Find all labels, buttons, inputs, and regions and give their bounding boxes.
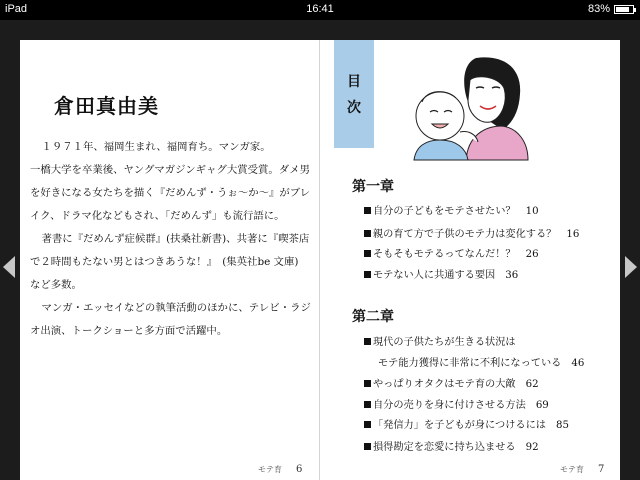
bio-paragraph: 一橋大学を卒業後、ヤングマガジンギャグ大賞受賞。ダメ男を好きになる女たちを描く『だめんず・うぉ～か～』がブレイク、ドラマ化などもされ、「だめんず」も流行語に。 [30,164,311,222]
bio-paragraph: １９７１年、福岡生まれ、福岡育ち。マンガ家。 [41,141,271,153]
toc-item-page: 26 [525,249,539,260]
left-page[interactable] [20,40,320,480]
author-bio [30,136,312,343]
book-reader [0,20,640,480]
toc-item-page: 69 [535,400,549,411]
toc-item[interactable] [364,266,518,281]
toc-item-title: 自分の売りを身に付けさせる方法 [373,400,526,411]
bullet-square-icon [364,443,371,450]
toc-item-title: 親の育て方で子供のモテ力は変化する？ [373,229,557,240]
toc-item[interactable] [364,333,516,348]
page-number: 7 [598,464,605,475]
toc-item-title: 自分の子どもをモテさせたい？ [373,206,516,217]
toc-title-char: 目 [347,74,361,90]
toc-item-page: 92 [525,442,539,453]
page-footer [560,464,604,475]
toc-item[interactable] [364,438,539,453]
page-number: 6 [296,464,303,475]
toc-item-page: 36 [505,270,519,281]
toc-item[interactable] [364,225,579,240]
status-time: 16:41 [306,3,334,15]
toc-banner [334,40,374,148]
bullet-square-icon [364,230,371,237]
mother-child-illustration [406,50,530,162]
toc-item-title: 「発信力」を子どもが身につけるには [373,420,546,431]
bio-paragraph: 著書に『だめんず症候群』(扶桑社新書)、共著に『喫茶店で２時間もたない男とはつきあうな！』 (集英社be 文庫) など多数。 [30,233,310,291]
bullet-square-icon [364,421,371,428]
toc-item-title: 現代の子供たちが生きる状況は [373,337,516,348]
next-page-arrow-icon[interactable] [625,256,637,278]
toc-item-page: 46 [571,358,585,369]
toc-item[interactable] [364,416,569,431]
toc-item-title: 損得勘定を恋愛に持ち込ませる [373,442,516,453]
previous-page-arrow-icon[interactable] [3,256,15,278]
status-bar [0,0,640,20]
bullet-square-icon [364,338,371,345]
toc-item-page: 85 [555,420,569,431]
toc-item-title: モテ能力獲得に非常に不利になっている [378,358,562,369]
footer-label: モテ育 [560,465,584,474]
toc-item-title: そもそもモテるってなんだ！？ [373,249,516,260]
toc-item-page: 10 [525,206,539,217]
bullet-square-icon [364,380,371,387]
device-name: iPad [5,3,28,15]
battery-fill [616,7,629,12]
toc-item-title: やっぱりオタクはモテ育の大敵 [373,379,516,390]
toc-title-char: 次 [347,100,361,116]
battery-indicator [588,3,634,15]
page-footer [258,464,302,475]
toc-item-title: モテない人に共通する要因 [373,270,496,281]
author-name: 倉田真由美 [54,94,159,118]
bullet-square-icon [364,401,371,408]
toc-item-page: 62 [525,379,539,390]
battery-icon [614,5,634,14]
bullet-square-icon [364,207,371,214]
footer-label: モテ育 [258,465,282,474]
battery-percent: 83% [587,3,610,15]
toc-item-page: 16 [566,229,580,240]
toc-item[interactable] [364,375,539,390]
bullet-square-icon [364,250,371,257]
chapter-heading: 第二章 [352,309,394,325]
bio-paragraph: マンガ・エッセイなどの執筆活動のほかに、テレビ・ラジオ出演、トークショーと多方面で活躍中。 [30,302,311,337]
toc-item[interactable] [364,245,539,260]
toc-item[interactable] [364,396,549,411]
toc-item-continuation[interactable] [378,354,584,369]
chapter-heading: 第一章 [352,179,394,195]
bullet-square-icon [364,271,371,278]
toc-item[interactable] [364,202,539,217]
right-page[interactable] [320,40,620,480]
